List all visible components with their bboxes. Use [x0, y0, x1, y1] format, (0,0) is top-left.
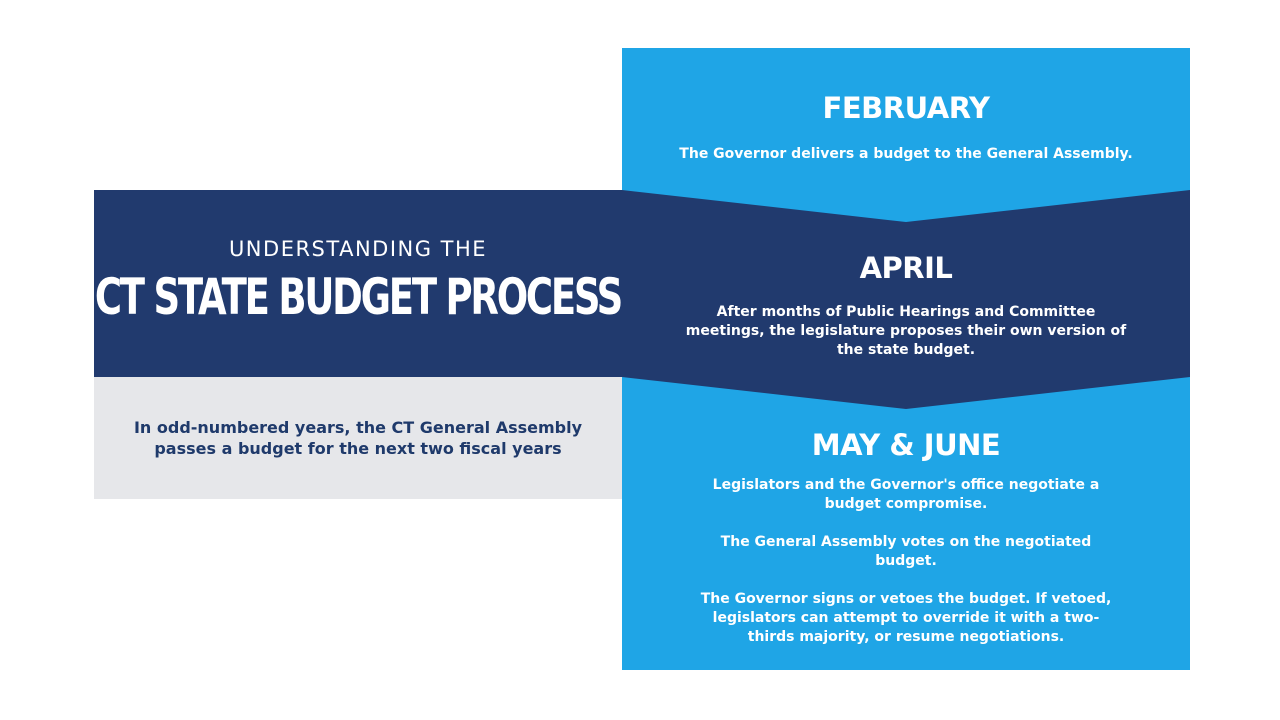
text-line: The Governor signs or vetoes the budget. If vetoed,: [700, 591, 1112, 607]
may-june-paragraph-3: [622, 590, 1190, 647]
note-line: passes a budget for the next two fiscal years: [154, 439, 562, 458]
april-text: [622, 303, 1190, 360]
text-line: The General Assembly votes on the negotiated: [720, 534, 1092, 550]
subtitle: UNDERSTANDING THE: [228, 237, 488, 261]
february-heading: FEBRUARY: [822, 91, 990, 125]
text-line: the state budget.: [836, 342, 976, 358]
text-line: Legislators and the Governor's office negotiate a: [712, 477, 1100, 493]
text-line: After months of Public Hearings and Committee: [716, 304, 1096, 320]
page-title: CT STATE BUDGET PROCESS: [94, 268, 622, 326]
text-line: meetings, the legislature proposes their own version of: [685, 323, 1127, 339]
may-june-heading: MAY & JUNE: [811, 428, 1001, 462]
text-line: budget compromise.: [824, 496, 988, 512]
text-line: legislators can attempt to override it with a two-: [712, 610, 1100, 626]
text-line: budget.: [875, 553, 937, 569]
note-text: [94, 417, 622, 459]
february-text: The Governor delivers a budget to the General Assembly.: [679, 146, 1133, 162]
april-heading: APRIL: [859, 251, 953, 285]
text-line: thirds majority, or resume negotiations.: [747, 629, 1065, 645]
may-june-paragraph-2: [622, 533, 1190, 571]
may-june-paragraph-1: [622, 476, 1190, 514]
note-line: In odd-numbered years, the CT General Assembly: [133, 418, 583, 437]
